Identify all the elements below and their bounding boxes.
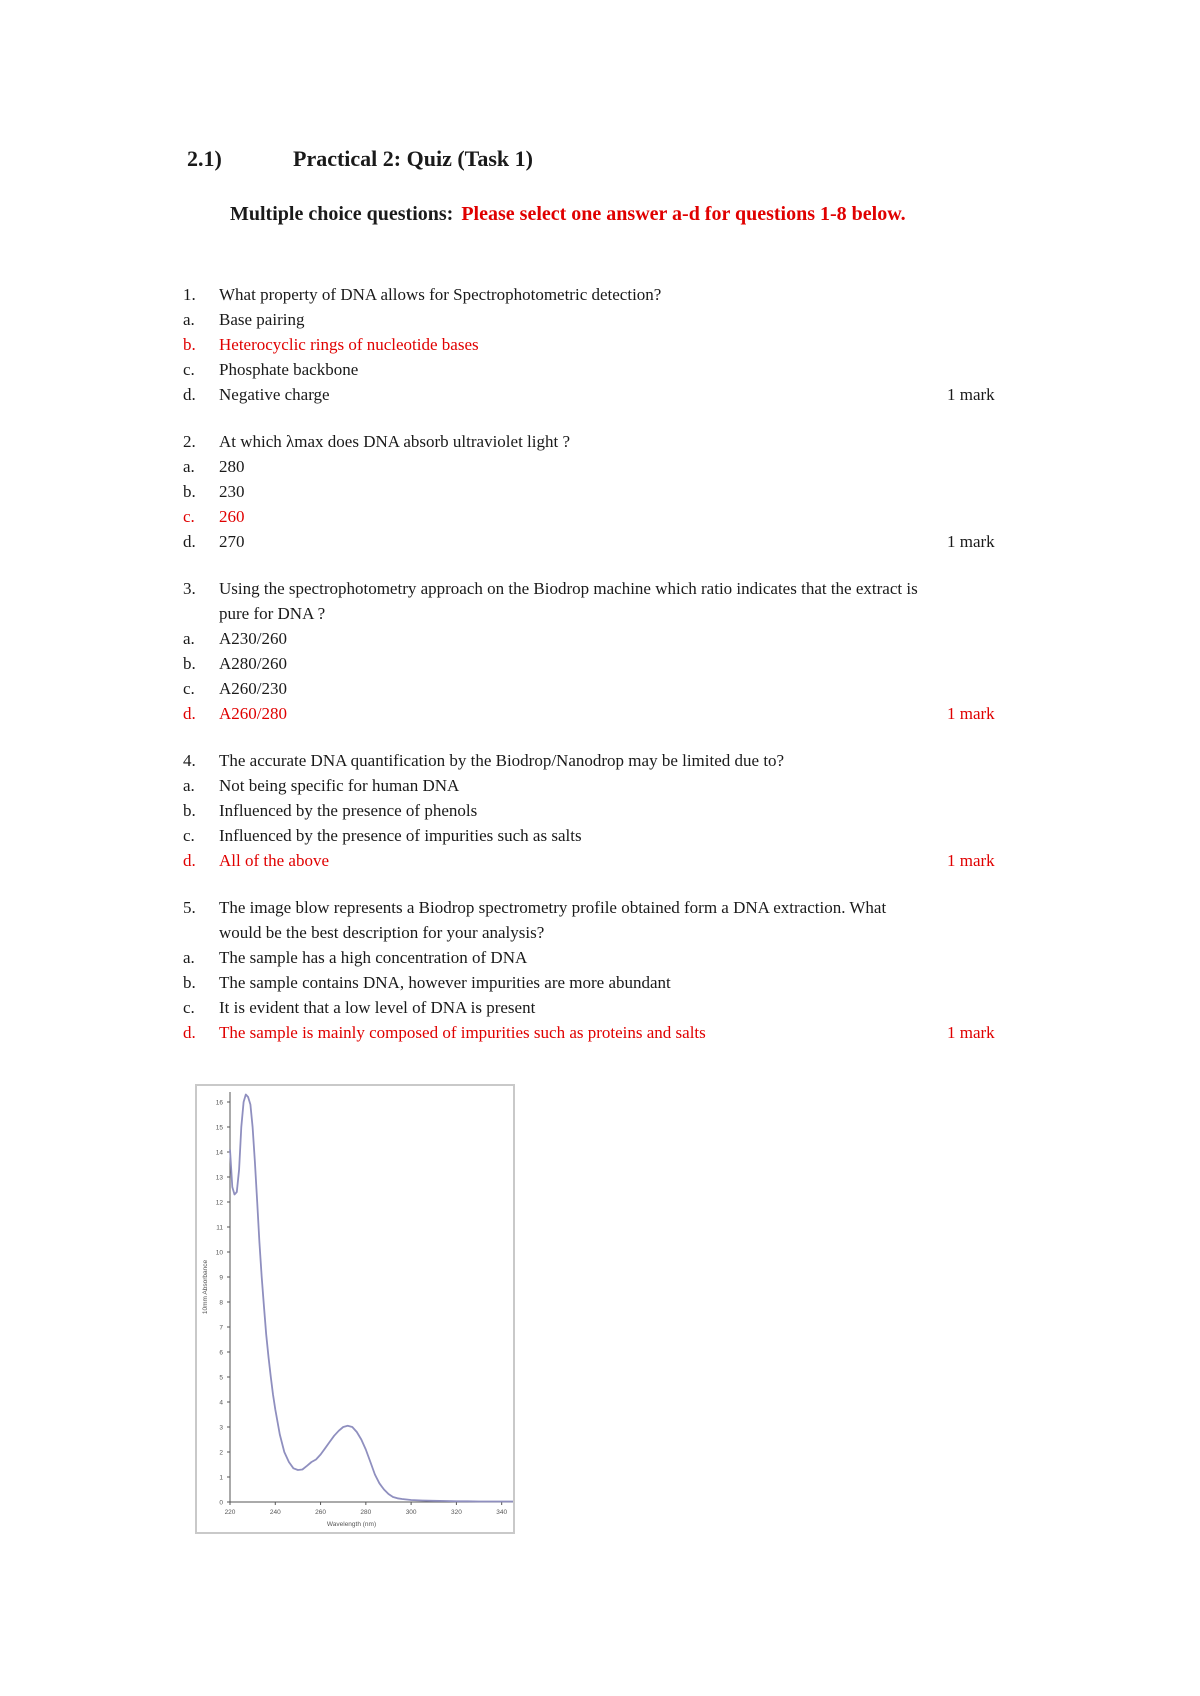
y-tick-label: 0 bbox=[219, 1499, 223, 1507]
option-label: c. bbox=[183, 826, 195, 845]
option-label: a. bbox=[183, 776, 195, 795]
option-text: The sample has a high concentration of DNA bbox=[219, 948, 528, 967]
question-text: What property of DNA allows for Spectrophotometric detection? bbox=[219, 285, 662, 304]
question-text: would be the best description for your analysis? bbox=[219, 923, 545, 942]
question-text-line bbox=[0, 920, 1200, 945]
question-text-line bbox=[0, 601, 1200, 626]
option-label: d. bbox=[183, 704, 196, 723]
option-label: a. bbox=[183, 629, 195, 648]
option[interactable] bbox=[0, 307, 1200, 332]
y-tick-label: 16 bbox=[215, 1099, 223, 1107]
option[interactable] bbox=[0, 945, 1200, 970]
option[interactable] bbox=[0, 454, 1200, 479]
question-4 bbox=[0, 748, 1200, 873]
option-label: c. bbox=[183, 679, 195, 698]
x-tick-label: 280 bbox=[360, 1509, 372, 1516]
option-label: d. bbox=[183, 851, 196, 870]
option-text: 270 bbox=[219, 532, 245, 551]
question-2 bbox=[0, 429, 1200, 554]
spectrum-chart-svg bbox=[195, 1084, 515, 1534]
option-text: Base pairing bbox=[219, 310, 305, 329]
question-number: 1. bbox=[183, 285, 196, 304]
y-tick-label: 4 bbox=[219, 1399, 223, 1407]
y-tick-label: 2 bbox=[219, 1449, 223, 1457]
option-label: a. bbox=[183, 310, 195, 329]
option-correct[interactable] bbox=[0, 504, 1200, 529]
option-text: The sample is mainly composed of impurities such as proteins and salts bbox=[219, 1023, 706, 1042]
option-label: a. bbox=[183, 457, 195, 476]
x-tick-label: 260 bbox=[315, 1509, 326, 1516]
marks-label: 1 mark bbox=[947, 851, 995, 870]
option[interactable] bbox=[0, 382, 1200, 407]
y-tick-label: 1 bbox=[219, 1474, 223, 1482]
option-label: b. bbox=[183, 482, 196, 501]
question-3 bbox=[0, 576, 1200, 726]
option-label: c. bbox=[183, 998, 195, 1017]
option-text: A260/230 bbox=[219, 679, 287, 698]
question-number: 4. bbox=[183, 751, 196, 770]
x-axis-label: Wavelength (nm) bbox=[326, 1521, 377, 1528]
question-text-line bbox=[0, 748, 1200, 773]
question-text-line bbox=[0, 576, 1200, 601]
y-tick-label: 9 bbox=[219, 1274, 223, 1282]
option-text: Phosphate backbone bbox=[219, 360, 359, 379]
option-correct[interactable] bbox=[0, 332, 1200, 357]
y-tick-label: 5 bbox=[219, 1374, 223, 1382]
option-label: a. bbox=[183, 948, 195, 967]
x-tick-label: 220 bbox=[224, 1509, 236, 1516]
question-text-line bbox=[0, 429, 1200, 454]
y-tick-label: 8 bbox=[219, 1299, 223, 1307]
option-label: d. bbox=[183, 385, 196, 404]
option-label: c. bbox=[183, 360, 195, 379]
instructions bbox=[230, 203, 906, 226]
option[interactable] bbox=[0, 626, 1200, 651]
spectrum-chart bbox=[195, 1084, 515, 1539]
y-tick-label: 14 bbox=[215, 1149, 223, 1157]
question-text: The accurate DNA quantification by the Biodrop/Nanodrop may be limited due to? bbox=[219, 751, 785, 770]
option[interactable] bbox=[0, 823, 1200, 848]
question-number: 5. bbox=[183, 898, 196, 917]
option-label: d. bbox=[183, 1023, 196, 1042]
option-text: Negative charge bbox=[219, 385, 330, 404]
option-correct[interactable] bbox=[0, 1020, 1200, 1045]
x-tick-label: 240 bbox=[269, 1509, 281, 1516]
option-label: c. bbox=[183, 507, 195, 526]
question-text: pure for DNA ? bbox=[219, 604, 326, 623]
option[interactable] bbox=[0, 479, 1200, 504]
option[interactable] bbox=[0, 995, 1200, 1020]
option-text: A280/260 bbox=[219, 654, 287, 673]
question-1 bbox=[0, 282, 1200, 407]
option-text: Influenced by the presence of impurities such as salts bbox=[219, 826, 582, 845]
option[interactable] bbox=[0, 798, 1200, 823]
question-text: At which λmax does DNA absorb ultraviolet light ? bbox=[219, 432, 571, 451]
option[interactable] bbox=[0, 676, 1200, 701]
x-tick-label: 340 bbox=[496, 1509, 508, 1516]
y-tick-label: 3 bbox=[219, 1424, 223, 1432]
marks-label: 1 mark bbox=[947, 704, 995, 723]
marks-label: 1 mark bbox=[947, 385, 995, 404]
x-tick-label: 320 bbox=[450, 1509, 462, 1516]
question-number: 2. bbox=[183, 432, 196, 451]
section-title: Practical 2: Quiz (Task 1) bbox=[293, 146, 533, 171]
option-text: It is evident that a low level of DNA is present bbox=[219, 998, 536, 1017]
y-tick-label: 6 bbox=[219, 1349, 223, 1357]
option-label: d. bbox=[183, 532, 196, 551]
option-text: All of the above bbox=[219, 851, 329, 870]
option-label: b. bbox=[183, 801, 196, 820]
section-heading bbox=[187, 146, 533, 172]
section-number: 2.1) bbox=[187, 146, 222, 171]
option-label: b. bbox=[183, 335, 196, 354]
y-tick-label: 13 bbox=[215, 1174, 223, 1182]
y-axis-label: 10mm Absorbance bbox=[202, 1259, 209, 1315]
y-tick-label: 11 bbox=[216, 1224, 223, 1232]
option-label: b. bbox=[183, 973, 196, 992]
option-text: 230 bbox=[219, 482, 245, 501]
x-tick-label: 300 bbox=[405, 1509, 417, 1516]
instructions-note: Please select one answer a-d for questions 1-8 below. bbox=[461, 203, 906, 225]
question-list bbox=[0, 282, 1200, 1067]
option-text: A230/260 bbox=[219, 629, 287, 648]
option[interactable] bbox=[0, 651, 1200, 676]
question-text: Using the spectrophotometry approach on the Biodrop machine which ratio indicates that the extract is bbox=[219, 579, 918, 598]
question-5 bbox=[0, 895, 1200, 1045]
option-text: A260/280 bbox=[219, 704, 287, 723]
instructions-label: Multiple choice questions: bbox=[230, 203, 454, 225]
question-number: 3. bbox=[183, 579, 196, 598]
option[interactable] bbox=[0, 773, 1200, 798]
option-label: b. bbox=[183, 654, 196, 673]
question-text-line bbox=[0, 282, 1200, 307]
y-tick-label: 7 bbox=[219, 1324, 223, 1332]
option-text: The sample contains DNA, however impurities are more abundant bbox=[219, 973, 671, 992]
option-text: Heterocyclic rings of nucleotide bases bbox=[219, 335, 479, 354]
option-correct[interactable] bbox=[0, 701, 1200, 726]
option[interactable] bbox=[0, 529, 1200, 554]
option[interactable] bbox=[0, 357, 1200, 382]
option-text: 280 bbox=[219, 457, 245, 476]
marks-label: 1 mark bbox=[947, 532, 995, 551]
option[interactable] bbox=[0, 970, 1200, 995]
chart-frame bbox=[196, 1085, 514, 1533]
marks-label: 1 mark bbox=[947, 1023, 995, 1042]
question-text: The image blow represents a Biodrop spectrometry profile obtained form a DNA extraction. What bbox=[219, 898, 887, 917]
option-text: Influenced by the presence of phenols bbox=[219, 801, 478, 820]
question-text-line bbox=[0, 895, 1200, 920]
y-tick-label: 10 bbox=[215, 1249, 223, 1257]
y-tick-label: 15 bbox=[215, 1124, 223, 1132]
option-correct[interactable] bbox=[0, 848, 1200, 873]
option-text: 260 bbox=[219, 507, 245, 526]
option-text: Not being specific for human DNA bbox=[219, 776, 460, 795]
y-tick-label: 12 bbox=[215, 1199, 223, 1207]
